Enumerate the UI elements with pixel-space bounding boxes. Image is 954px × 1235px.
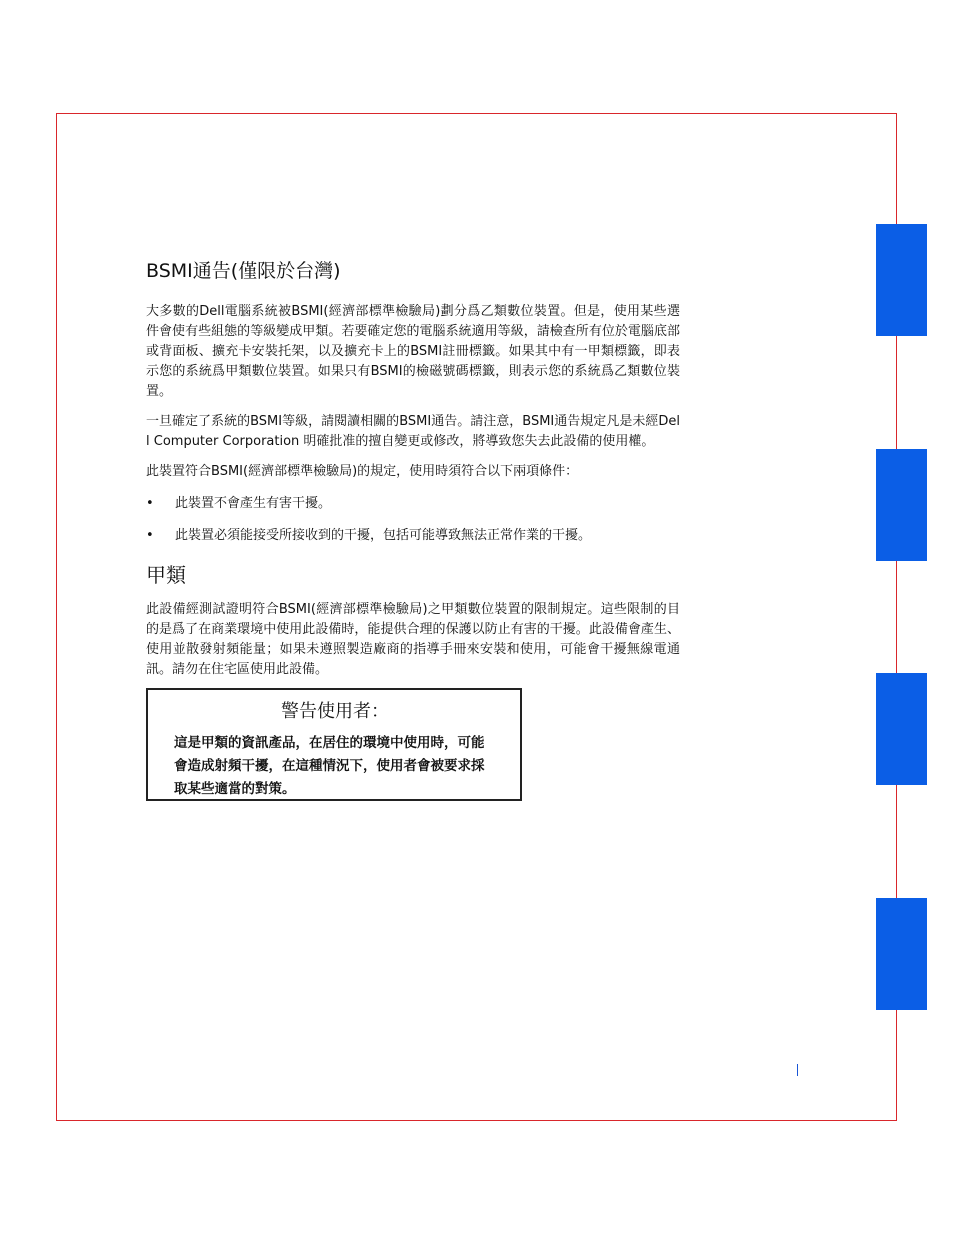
section-tab-4 — [876, 898, 927, 1010]
warning-text: 這是甲類的資訊產品，在居住的環境中使用時，可能會造成射頻干擾，在這種情況下，使用者會被要求採取某些適當的對策。 — [174, 735, 485, 797]
bsmi-notice-heading: BSMI通告(僅限於台灣) — [146, 260, 341, 282]
condition-list — [146, 494, 680, 546]
section-tab-1 — [876, 224, 927, 336]
class-a-heading: 甲類 — [146, 563, 186, 587]
bsmi-paragraph-3: 此裝置符合BSMI(經濟部標準檢驗局)的規定，使用時須符合以下兩項條件： — [146, 464, 579, 479]
section-tab-2 — [876, 449, 927, 561]
bsmi-paragraph-2: 一旦確定了系統的BSMI等級，請閱讀相關的BSMI通告。請注意，BSMI通告規定凡是未經Dell Computer Corporation 明確批准的擅自變更或修改，將導致您失去此設備的使用權。 — [146, 414, 680, 449]
warning-box — [146, 688, 522, 801]
class-a-paragraph: 此設備經測試證明符合BSMI(經濟部標準檢驗局)之甲類數位裝置的限制規定。這些限制的目的是爲了在商業環境中使用此設備時，能提供合理的保護以防止有害的干擾。此設備會產生、使用並散發射頻能量；如果未遵照製造廠商的指導手冊來安裝和使用，可能會干擾無線電通訊。請勿在住宅區使用此設備。 — [146, 602, 680, 677]
list-item — [146, 526, 680, 546]
section-tab-3 — [876, 673, 927, 785]
bullet-icon: • — [146, 528, 154, 543]
condition-text: 此裝置必須能接受所接收到的干擾，包括可能導致無法正常作業的干擾。 — [175, 528, 592, 543]
condition-text: 此裝置不會產生有害干擾。 — [175, 496, 332, 511]
page-number-marker — [797, 1064, 798, 1076]
list-item — [146, 494, 680, 514]
bsmi-paragraph-1: 大多數的Dell電腦系統被BSMI(經濟部標準檢驗局)劃分爲乙類數位裝置。但是，使用某些選件會使有些組態的等級變成甲類。若要確定您的電腦系統適用等級，請檢查所有位於電腦底部或背面板、擴充卡安裝托架，以及擴充卡上的BSMI註冊標籤。如果其中有一甲類標籤，即表示您的系統爲甲類數位裝置。如果只有BSMI的檢磁號碼標籤，則表示您的系統爲乙類數位裝置。 — [146, 304, 680, 399]
bullet-icon: • — [146, 496, 154, 511]
warning-title: 警告使用者： — [281, 701, 389, 722]
main-content — [146, 258, 680, 690]
